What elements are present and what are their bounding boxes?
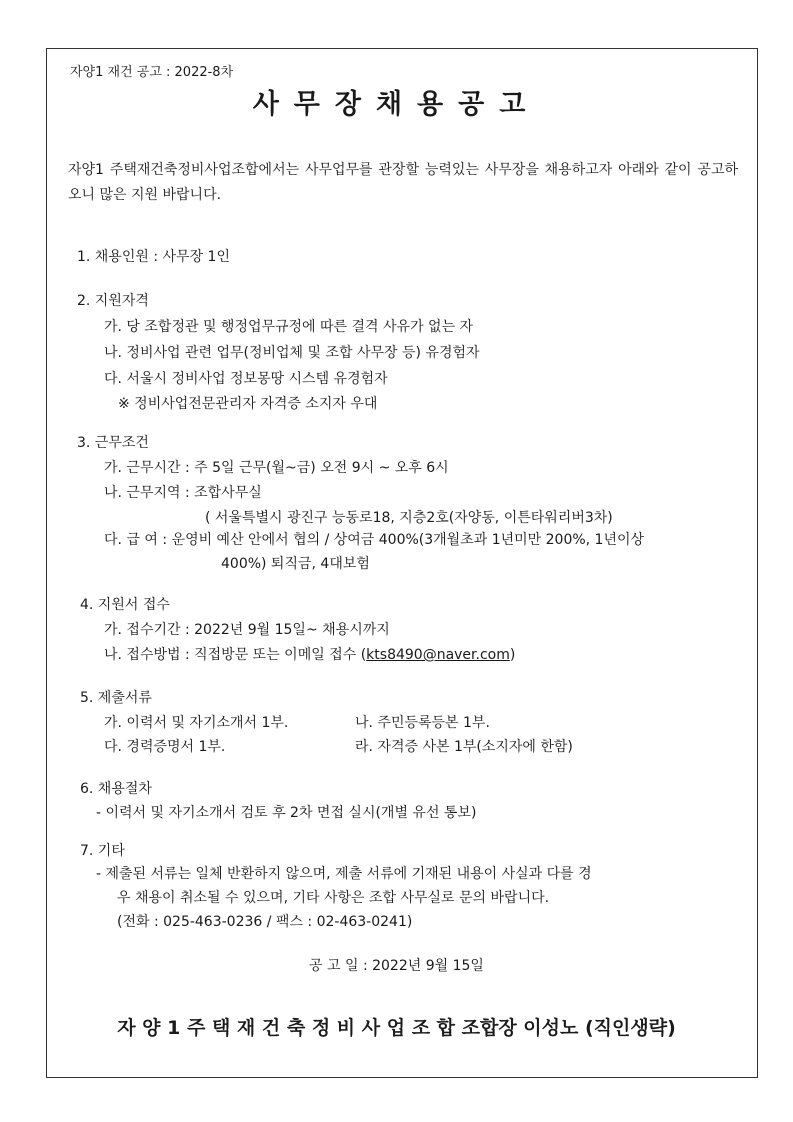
section-heading: 5. 제출서류 bbox=[80, 690, 152, 706]
list-item: ※ 정비사업전문관리자 자격증 소지자 우대 bbox=[118, 396, 378, 412]
section-heading: 2. 지원자격 bbox=[77, 293, 149, 309]
list-item: ( 서울특별시 광진구 능동로18, 지층2호(자양동, 이튼타워리버3차) bbox=[205, 510, 613, 526]
list-item: 가. 접수기간 : 2022년 9월 15일~ 채용시까지 bbox=[104, 622, 390, 638]
section-heading: 3. 근무조건 bbox=[77, 435, 149, 451]
list-item-label: 나. 접수방법 : 직접방문 또는 이메일 접수 ( bbox=[104, 647, 367, 663]
list-item: - 이력서 및 자기소개서 검토 후 2차 면접 실시(개별 유선 통보) bbox=[96, 805, 477, 821]
section-heading: 6. 채용절차 bbox=[80, 781, 152, 797]
list-item: 다. 급 여 : 운영비 예산 안에서 협의 / 상여금 400%(3개월초과 1년미만 200%, 1년이상 bbox=[104, 532, 645, 548]
section-heading: 7. 기타 bbox=[80, 843, 125, 859]
notice-number: 자양1 재건 공고 : 2022-8차 bbox=[70, 65, 234, 80]
list-item-label: ) bbox=[509, 647, 516, 663]
list-item: 다. 경력증명서 1부. bbox=[104, 739, 226, 755]
announce-date: 공 고 일 : 2022년 9월 15일 bbox=[309, 958, 484, 974]
list-item: - 제출된 서류는 일체 반환하지 않으며, 제출 서류에 기재된 내용이 사실과 다를 경 bbox=[96, 866, 592, 882]
list-item: 가. 당 조합정관 및 행정업무규정에 따른 결격 사유가 없는 자 bbox=[104, 319, 474, 335]
list-item: 나. 정비사업 관련 업무(정비업체 및 조합 사무장 등) 유경험자 bbox=[104, 345, 480, 361]
list-item: 우 채용이 취소될 수 있으며, 기타 사항은 조합 사무실로 문의 바랍니다. bbox=[117, 890, 550, 906]
section-heading: 4. 지원서 접수 bbox=[80, 597, 170, 613]
list-item: 400%) 퇴직금, 4대보험 bbox=[221, 556, 370, 572]
page-title: 사무장채용공고 bbox=[252, 89, 541, 120]
list-item: 가. 근무시간 : 주 5일 근무(월~금) 오전 9시 ~ 오후 6시 bbox=[104, 460, 449, 476]
list-item bbox=[104, 646, 515, 664]
list-item: 가. 이력서 및 자기소개서 1부. bbox=[104, 715, 289, 731]
list-item: 나. 주민등록등본 1부. bbox=[355, 715, 490, 731]
email-link[interactable]: kts8490@naver.com bbox=[366, 647, 510, 663]
list-item: 나. 근무지역 : 조합사무실 bbox=[104, 485, 262, 501]
intro-paragraph: 자양1 주택재건축정비사업조합에서는 사무업무를 관장할 능력있는 사무장을 채용하고자 아래와 같이 공고하오니 많은 지원 바랍니다. bbox=[68, 162, 738, 203]
signature-line: 자 양 1 주 택 재 건 축 정 비 사 업 조 합 조합장 이성노 (직인생략) bbox=[117, 1017, 676, 1039]
contact-info: (전화 : 025-463-0236 / 팩스 : 02-463-0241) bbox=[117, 914, 413, 930]
list-item: 라. 자격증 사본 1부(소지자에 한함) bbox=[355, 739, 573, 755]
list-item: 다. 서울시 정비사업 정보몽땅 시스템 유경험자 bbox=[104, 371, 388, 387]
section-heading: 1. 채용인원 : 사무장 1인 bbox=[77, 249, 230, 265]
